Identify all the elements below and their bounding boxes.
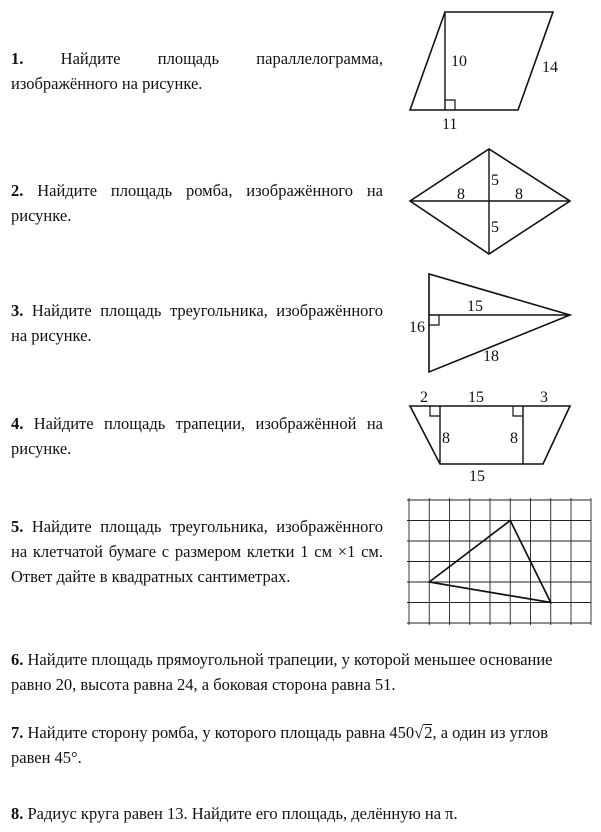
grid-figure — [407, 498, 593, 628]
problem-4 — [11, 411, 383, 461]
triangle-outline — [429, 274, 570, 372]
right-angle-mark — [429, 315, 439, 325]
label-right-offset: 3 — [540, 389, 548, 406]
problem-2 — [11, 178, 383, 228]
label-top-middle: 15 — [468, 389, 484, 406]
label-short-side: 16 — [409, 319, 425, 336]
problem-5-number: 5. — [11, 517, 24, 536]
trapezoid-outline — [410, 406, 570, 464]
problem-8-number: 8. — [11, 804, 24, 823]
sqrt-argument: 2 — [424, 723, 433, 742]
label-right-height: 8 — [510, 430, 518, 447]
problem-1 — [11, 46, 383, 96]
problem-8 — [11, 801, 586, 826]
problem-1-number: 1. — [11, 49, 24, 68]
trapezoid-figure — [400, 385, 590, 495]
label-long-side: 18 — [483, 348, 499, 365]
label-left-height: 8 — [442, 430, 450, 447]
sqrt-sign: √ — [414, 723, 424, 742]
left-right-angle — [430, 406, 440, 416]
problem-7 — [11, 720, 586, 770]
label-left-half: 8 — [457, 186, 465, 203]
problem-8-text: Радиус круга равен 13. Найдите его площадь, делённую на π. — [27, 804, 458, 823]
right-angle-mark — [445, 100, 455, 110]
problem-6-text: Найдите площадь прямоугольной трапеции, у которой меньшее основание равно 20, высота равна 24, а боковая сторона равна 51. — [11, 650, 553, 694]
problem-7-text-after: , а один из углов равен 45°. — [11, 723, 549, 767]
triangle-figure — [400, 268, 590, 378]
problem-3 — [11, 298, 383, 348]
grid-lines — [407, 498, 591, 625]
label-base-part: 11 — [442, 116, 458, 133]
label-bottom-base: 15 — [469, 468, 485, 485]
problem-3-text: Найдите площадь треугольника, изображённого на рисунке. — [11, 301, 384, 345]
label-height: 10 — [451, 53, 467, 70]
problem-7-text-before: Найдите сторону ромба, у которого площадь равна 450 — [27, 723, 415, 742]
right-right-angle — [513, 406, 523, 416]
label-top-half: 5 — [491, 172, 499, 189]
problem-7-number: 7. — [11, 723, 24, 742]
problem-2-text: Найдите площадь ромба, изображённого на рисунке. — [11, 181, 383, 225]
label-side: 14 — [542, 59, 558, 76]
label-left-offset: 2 — [420, 389, 428, 406]
problem-5-text: Найдите площадь треугольника, изображённого на клетчатой бумаге с размером клетки 1 см ×1 см. Ответ дайте в квадратных сантиметрах. — [11, 517, 384, 586]
problem-6 — [11, 647, 586, 697]
problem-4-text: Найдите площадь трапеции, изображённой на рисунке. — [11, 414, 384, 458]
rhombus-figure — [400, 140, 590, 270]
parallelogram-figure — [400, 5, 590, 135]
problem-1-text: Найдите площадь параллелограмма, изображённого на рисунке. — [11, 49, 383, 93]
parallelogram-outline — [410, 12, 553, 110]
problem-2-number: 2. — [11, 181, 24, 200]
label-height: 15 — [467, 298, 483, 315]
problem-4-number: 4. — [11, 414, 24, 433]
problem-6-number: 6. — [11, 650, 24, 669]
label-bottom-half: 5 — [491, 219, 499, 236]
label-right-half: 8 — [515, 186, 523, 203]
problem-5 — [11, 514, 383, 589]
problem-3-number: 3. — [11, 301, 24, 320]
